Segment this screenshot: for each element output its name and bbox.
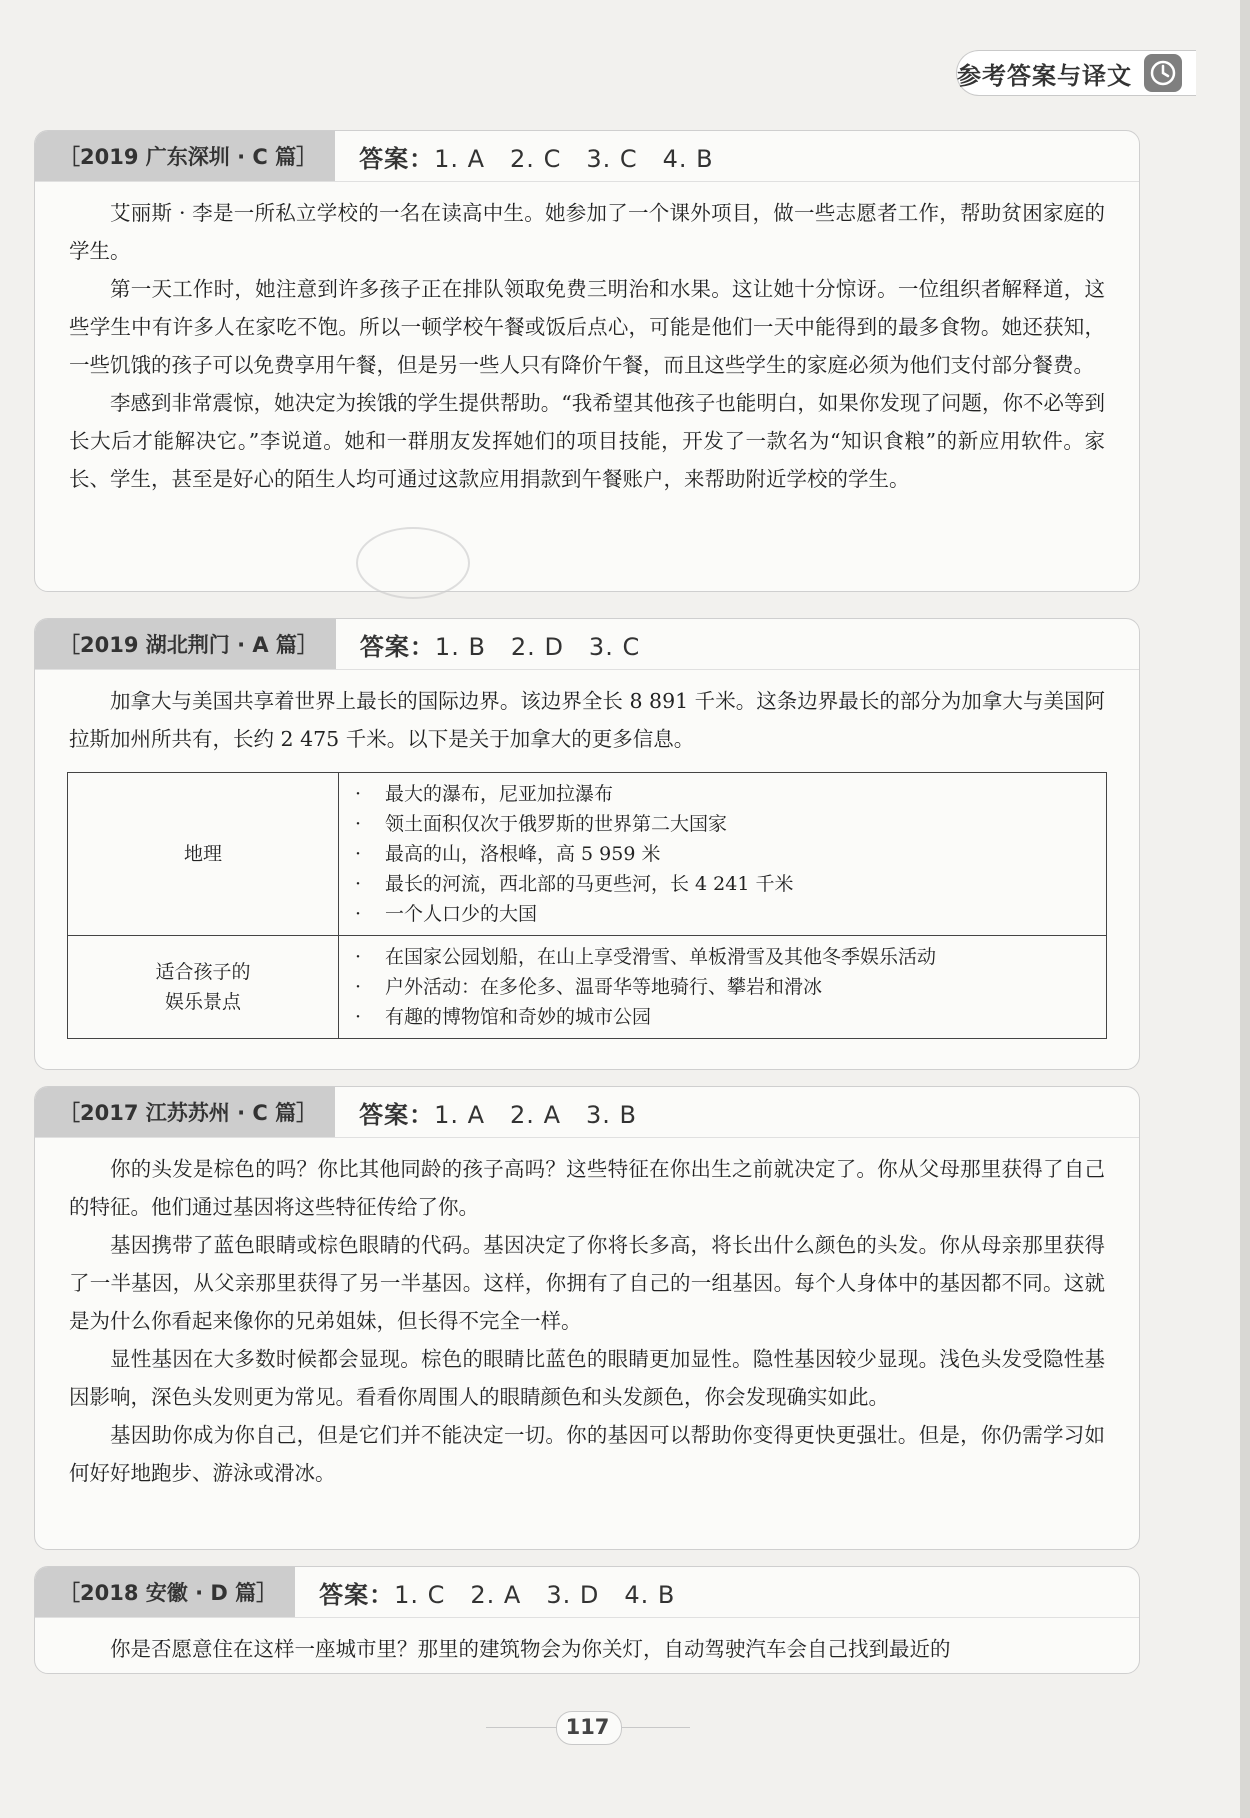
- paragraph: 基因携带了蓝色眼睛或棕色眼睛的代码。基因决定了你将长多高，将长出什么颜色的头发。你从母亲那里获得了一半基因，从父亲那里获得了另一半基因。这样，你拥有了自己的一组基因。每个人身体中的基因都不同。这就是为什么你看起来像你的兄弟姐妹，但长得不完全一样。: [69, 1233, 1105, 1333]
- answer-label: 答案：: [319, 1580, 395, 1609]
- section-body: [35, 1618, 1139, 1674]
- list-item: [355, 809, 1094, 839]
- bullet: ·: [355, 1006, 362, 1028]
- section-jingmen-a: [34, 618, 1140, 1070]
- paragraph: 显性基因在大多数时候都会显现。棕色的眼睛比蓝色的眼睛更加显性。隐性基因较少显现。浅色头发受隐性基因影响，深色头发则更为常见。看看你周围人的眼睛颜色和头发颜色，你会发现确实如此。: [69, 1347, 1105, 1409]
- answer-line: [359, 1095, 637, 1130]
- bullet: ·: [355, 976, 362, 998]
- table-row: [68, 773, 1107, 936]
- answer-label: 答案：: [359, 632, 435, 661]
- table-row-items: [339, 773, 1107, 936]
- paragraph: 你是否愿意住在这样一座城市里？那里的建筑物会为你关灯，自动驾驶汽车会自己找到最近的: [110, 1637, 951, 1661]
- clock-icon: [1144, 54, 1182, 92]
- list-item: [355, 839, 1094, 869]
- paragraph: 艾丽斯 · 李是一所私立学校的一名在读高中生。她参加了一个课外项目，做一些志愿者工作，帮助贫困家庭的学生。: [69, 201, 1105, 263]
- list-item-text: 领土面积仅次于俄罗斯的世界第二大国家: [385, 813, 728, 835]
- list-item: [355, 942, 1094, 972]
- label-line: 适合孩子的: [155, 961, 251, 983]
- table-row: [68, 936, 1107, 1039]
- section-body: [35, 670, 1139, 1061]
- list-item-text: 在国家公园划船，在山上享受滑雪、单板滑雪及其他冬季娱乐活动: [385, 946, 937, 968]
- list-item-text: 最长的河流，西北部的马更些河，长 4 241 千米: [385, 873, 794, 895]
- bullet: ·: [355, 903, 362, 925]
- page-edge: [1240, 0, 1250, 1818]
- answer-label: 答案：: [359, 144, 435, 173]
- section-header: [35, 1567, 1139, 1618]
- list-item-text: 户外活动：在多伦多、温哥华等地骑行、攀岩和滑冰: [385, 976, 823, 998]
- answer-keys: 1. C 2. A 3. D 4. B: [394, 1580, 676, 1609]
- table-row-label: [68, 936, 339, 1039]
- list-item-text: 有趣的博物馆和奇妙的城市公园: [385, 1006, 652, 1028]
- bullet: ·: [355, 813, 362, 835]
- paragraph: 你的头发是棕色的吗？你比其他同龄的孩子高吗？这些特征在你出生之前就决定了。你从父母那里获得了自己的特征。他们通过基因将这些特征传给了你。: [69, 1157, 1105, 1219]
- answer-line: [319, 1575, 675, 1610]
- list-item-text: 一个人口少的大国: [385, 903, 538, 925]
- section-tag: ［2019 湖北荆门 · A 篇］: [35, 619, 336, 669]
- list-item: [355, 1002, 1094, 1032]
- section-header: [35, 1087, 1139, 1138]
- answer-label: 答案：: [359, 1100, 435, 1129]
- answer-line: [359, 139, 714, 174]
- page-header: [956, 50, 1196, 96]
- bullet: ·: [355, 946, 362, 968]
- section-tag: ［2017 江苏苏州 · C 篇］: [35, 1087, 335, 1137]
- page-number: 117: [565, 1715, 610, 1739]
- section-body: [35, 182, 1139, 506]
- canada-info-table: [67, 772, 1107, 1039]
- bullet: ·: [355, 843, 362, 865]
- list-item: [355, 899, 1094, 929]
- answer-keys: 1. A 2. C 3. C 4. B: [434, 144, 714, 173]
- bullet: ·: [355, 783, 362, 805]
- section-suzhou-c: [34, 1086, 1140, 1550]
- section-tag: ［2019 广东深圳 · C 篇］: [35, 131, 335, 181]
- answer-line: [360, 627, 640, 662]
- list-item-text: 最大的瀑布，尼亚加拉瀑布: [385, 783, 614, 805]
- table-row-label: 地理: [68, 773, 339, 936]
- bullet: ·: [355, 873, 362, 895]
- list-item: [355, 779, 1094, 809]
- paragraph: 加拿大与美国共享着世界上最长的国际边界。该边界全长 8 891 千米。这条边界最长的部分为加拿大与美国阿拉斯加州所共有，长约 2 475 千米。以下是关于加拿大的更多信息。: [69, 689, 1105, 751]
- section-header: [35, 131, 1139, 182]
- section-shenzhen-c: [34, 130, 1140, 592]
- watermark-stamp: [356, 527, 470, 599]
- section-anhui-d: [34, 1566, 1140, 1674]
- paragraph: 基因助你成为你自己，但是它们并不能决定一切。你的基因可以帮助你变得更快更强壮。但是，你仍需学习如何好好地跑步、游泳或滑冰。: [69, 1423, 1105, 1485]
- list-item: [355, 972, 1094, 1002]
- list-item: [355, 869, 1094, 899]
- paragraph: 第一天工作时，她注意到许多孩子正在排队领取免费三明治和水果。这让她十分惊讶。一位组织者解释道，这些学生中有许多人在家吃不饱。所以一顿学校午餐或饭后点心，可能是他们一天中能得到的最多食物。她还获知，一些饥饿的孩子可以免费享用午餐，但是另一些人只有降价午餐，而且这些学生的家庭必须为他们支付部分餐费。: [69, 277, 1105, 377]
- list-item-text: 最高的山，洛根峰，高 5 959 米: [385, 843, 661, 865]
- section-tag: ［2018 安徽 · D 篇］: [35, 1567, 295, 1617]
- header-title: 参考答案与译文: [957, 61, 1132, 90]
- section-body: [35, 1138, 1139, 1500]
- answer-keys: 1. A 2. A 3. B: [434, 1100, 637, 1129]
- table-row-items: [339, 936, 1107, 1039]
- paragraph: 李感到非常震惊，她决定为挨饿的学生提供帮助。“我希望其他孩子也能明白，如果你发现了问题，你不必等到长大后才能解决它。”李说道。她和一群朋友发挥她们的项目技能，开发了一款名为“知识食粮”的新应用软件。家长、学生，甚至是好心的陌生人均可通过这款应用捐款到午餐账户，来帮助附近学校的学生。: [69, 391, 1105, 491]
- answer-keys: 1. B 2. D 3. C: [434, 632, 641, 661]
- label-line: 娱乐景点: [164, 991, 241, 1013]
- section-header: [35, 619, 1139, 670]
